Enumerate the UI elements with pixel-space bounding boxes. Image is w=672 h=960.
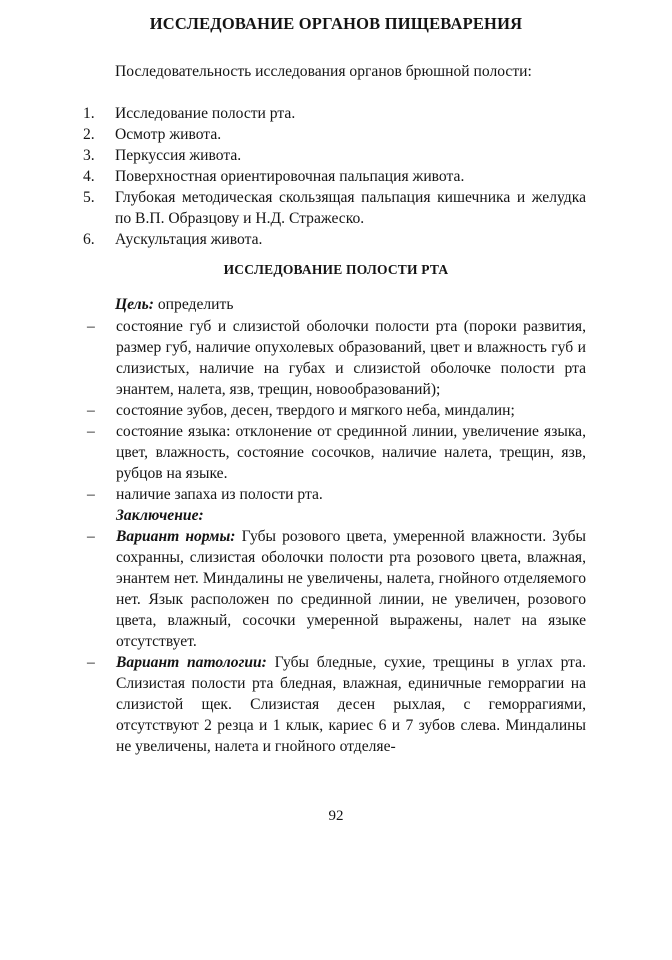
variant-text: Губы розового цвета, умеренной влажности. Зубы сохранны, слизистая оболочки полости рта розового цвета, влажная, энантем нет. Миндалины не увеличены, налета, гнойного отделяемого нет. Язык расположен по срединной линии, не увеличен, розового цвета, влажный, сосочки умеренной выражены, налет на языке отсутствует.: [116, 528, 586, 650]
dash-marker: –: [87, 486, 95, 503]
list-item: [83, 103, 586, 124]
dash-marker: –: [87, 318, 95, 335]
list-item: [87, 400, 586, 421]
dash-marker: –: [87, 423, 95, 440]
list-item-text: Осмотр живота.: [115, 126, 222, 143]
list-item: [83, 166, 586, 187]
list-item-text: состояние языка: отклонение от срединной линии, увеличение языка, цвет, влажность, состояние сосочков, наличие налета, трещин, язв, рубцов на языке.: [116, 423, 586, 482]
dash-marker: –: [87, 528, 95, 545]
list-item: [83, 187, 586, 229]
goal-text: определить: [153, 296, 234, 313]
variant-label: Вариант нормы:: [116, 528, 236, 545]
chapter-title: ИССЛЕДОВАНИЕ ОРГАНОВ ПИЩЕВАРЕНИЯ: [149, 14, 523, 33]
list-item-number: 5.: [83, 189, 95, 206]
section-title: ИССЛЕДОВАНИЕ ПОЛОСТИ РТА: [223, 262, 449, 277]
list-item-number: 2.: [83, 126, 95, 143]
page-number: 92: [328, 808, 344, 824]
variant-text: Губы бледные, сухие, трещины в углах рта. Слизистая полости рта бледная, влажная, единичные геморрагии на слизистой щек. Слизистая десен рыхлая, с геморрагиями, отсутствуют 2 резца и 1 клык, кариес 6 и 7 зубов слева. Миндалины не увеличены, налета и гнойного отделяе-: [116, 654, 586, 755]
list-item-text: Поверхностная ориентировочная пальпация живота.: [115, 168, 465, 185]
list-item-number: 4.: [83, 168, 95, 185]
list-item-text: наличие запаха из полости рта.: [116, 486, 323, 503]
conclusion-label: Заключение:: [116, 507, 204, 524]
list-item-text: состояние зубов, десен, твердого и мягкого неба, миндалин;: [116, 402, 515, 419]
list-item-text: Аускультация живота.: [115, 231, 263, 248]
variant-label: Вариант патологии:: [116, 654, 267, 671]
list-item-number: 1.: [83, 105, 95, 122]
goal-label: Цель:: [115, 296, 154, 313]
intro-paragraph: Последовательность исследования органов брюшной полости:: [115, 63, 532, 80]
dash-marker: –: [87, 654, 95, 671]
dash-marker: –: [87, 402, 95, 419]
goal-items-list: [87, 316, 586, 757]
list-item: [87, 316, 586, 400]
goal-line: [115, 294, 585, 315]
examination-steps-list: [83, 103, 586, 250]
list-item-text: Перкуссия живота.: [115, 147, 242, 164]
variant-norm: [87, 526, 586, 652]
list-item: [83, 229, 586, 250]
list-item-number: 6.: [83, 231, 95, 248]
list-item: [83, 124, 586, 145]
list-item-text: состояние губ и слизистой оболочки полости рта (пороки развития, размер губ, наличие опухолевых образований, цвет и влажность губ и слизистых, наличие на губах и слизистой оболочке полости рта энантем, налета, язв, трещин, новообразований);: [116, 318, 586, 398]
list-item: [87, 421, 586, 484]
list-item: [87, 484, 586, 505]
list-item-text: Исследование полости рта.: [115, 105, 296, 122]
conclusion-heading: [87, 505, 586, 526]
variant-pathology: [87, 652, 586, 757]
list-item-text: Глубокая методическая скользящая пальпация кишечника и желудка по В.П. Образцову и Н.Д. Стражеско.: [115, 189, 586, 227]
list-item: [83, 145, 586, 166]
list-item-number: 3.: [83, 147, 95, 164]
